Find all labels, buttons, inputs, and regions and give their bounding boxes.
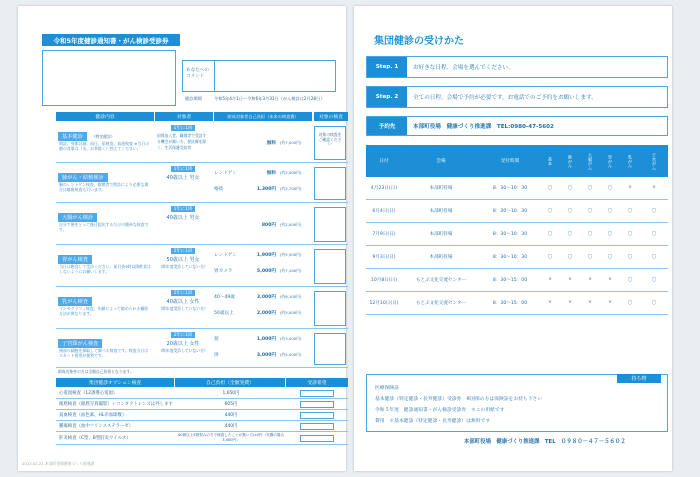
exam-name: 基本健診 [58, 132, 87, 141]
schedule-cell: × [588, 277, 592, 282]
exam-name: 胃がん検査 [58, 255, 92, 264]
schedule-row [366, 269, 668, 292]
schedule-cell: 8：30～15：00 [492, 301, 528, 306]
fee-original: (約5,500円) [280, 252, 302, 257]
fee-label [214, 222, 244, 228]
option-check[interactable] [300, 390, 334, 397]
exam-desc: マンモグラフィ検査。年齢によって勧められる撮影方法が異なります。 [59, 306, 149, 316]
schedule-cell: 〇 [651, 255, 657, 260]
schedule-cell: 〇 [627, 232, 633, 237]
fee-original: (約5,000円) [280, 352, 302, 357]
fee-amount: 3,000円 [256, 295, 276, 300]
option-name: 貧血検査（血色素、HL赤血球数） [59, 413, 127, 418]
schedule-header-cell: 基本 [548, 156, 553, 166]
frequency: 1年に1回 [171, 166, 196, 172]
bring-item: 基本健診（特定健診・長寿健診）受診券 ※国保の方は保険証をお持ち下さい [375, 397, 543, 402]
target-text: 20歳以上 女性 [166, 341, 200, 347]
exam-name: 大腸がん検診 [58, 213, 97, 222]
target-cell [155, 288, 211, 312]
option-check[interactable] [300, 423, 334, 430]
footer-contact: 本部町役場 健康づくり推進課 TEL ０９８０－４７－５６０２ [464, 439, 626, 445]
schedule-header-cell: 受付時間 [500, 159, 520, 164]
fee-amount: 800円 [261, 222, 276, 228]
schedule-cell: 〇 [567, 186, 573, 191]
schedule-cell: 〇 [547, 232, 553, 237]
bring-list [375, 383, 542, 427]
fee-amount: 1,000円 [256, 337, 276, 342]
schedule-cell: 〇 [587, 255, 593, 260]
step-2-text: 全ての日程、会場で予約が必要です。お電話でのご予約をお願いします。 [413, 95, 597, 101]
schedule-cell: × [628, 185, 632, 190]
fee-original: (約2,700円) [280, 186, 302, 191]
schedule-row [366, 223, 668, 246]
schedule-cell: 4月23日(日) [370, 186, 398, 191]
fee-row [214, 170, 312, 176]
fee-amount: 5,000円 [256, 269, 276, 274]
exam-desc: 胸のレントゲン検査。喫煙者で問診により必要な場合は喀痰検査も行います。 [59, 182, 149, 192]
header-target: 対象者 [155, 112, 213, 121]
fee-amount: 2,000円 [256, 311, 276, 316]
schedule-row [366, 246, 668, 269]
fee-label: 50歳以上 [214, 311, 234, 316]
options-header-name: 集団健診オプション検査 [56, 378, 174, 387]
option-row [56, 388, 348, 399]
schedule-row [366, 200, 668, 223]
bring-item: 医療保険証 [375, 386, 399, 391]
schedule-cell: 〇 [587, 186, 593, 191]
exam-name: 乳がん検査 [58, 297, 92, 306]
fee-amount: 無料 [266, 141, 276, 146]
reserve-row [366, 116, 668, 136]
schedule-cell: 9月3日(日) [372, 255, 396, 260]
schedule-cell: × [548, 300, 552, 305]
schedule-header-cell: 肺がん [568, 154, 573, 168]
fee-label: 併 [214, 353, 219, 358]
schedule-header-cell: 胃がん [608, 154, 613, 168]
target-cell [155, 246, 211, 270]
target-text: 国保加入者、職場等で受診する機会が無い方、要医療を除く、生活保護受給者 [157, 133, 207, 150]
fee-label: 40～49歳 [214, 295, 235, 300]
fee-label: 胃カメラ [214, 269, 233, 274]
schedule-cell: 本部町役場 [429, 186, 453, 191]
schedule-cell: もとぶ文化交流センター [415, 301, 467, 306]
schedule-row [366, 292, 668, 315]
schedule-cell: 〇 [567, 255, 573, 260]
fee-original: (約6,100円) [280, 294, 302, 299]
option-fee: 40歳以上5歳刻みの方で検査したことが無い方は0円（実費の場合3,000円） [177, 433, 285, 442]
target-note: （昨年度受診していない方） [158, 348, 208, 353]
schedule-cell: 8：30～10：30 [492, 186, 528, 191]
target-text: 50歳以上 男女 [166, 257, 200, 263]
fee-label: 頸 [214, 337, 219, 342]
schedule-cell: 8：30～10：30 [492, 232, 528, 237]
address-box [42, 50, 176, 106]
exam-desc: 当日は絶食して受診ください。前日夜9時以降飲食はしないようにお願いします。 [59, 264, 151, 274]
fee-amount: 1,300円 [256, 187, 276, 192]
schedule-header-cell: 会場 [436, 159, 446, 164]
schedule-cell: 〇 [627, 278, 633, 283]
target-text: 40歳以上 男女 [166, 215, 200, 221]
fee-row [214, 140, 312, 146]
schedule-cell: 7月9日(日) [372, 232, 396, 237]
schedule-cell: 〇 [547, 209, 553, 214]
period-label: 健診期間 [185, 96, 202, 101]
schedule-cell: 〇 [547, 255, 553, 260]
schedule-cell: 10月8日(日) [370, 278, 398, 283]
target-cell [155, 204, 211, 223]
option-name: 眼底検査（眼底写真撮影）＋コンタクトレンズは外します [59, 402, 173, 407]
option-check[interactable] [300, 401, 334, 408]
check-box[interactable] [314, 207, 346, 242]
option-check[interactable] [300, 412, 334, 419]
fee-row [214, 268, 312, 274]
schedule-cell: × [608, 277, 612, 282]
schedule-cell: 〇 [627, 301, 633, 306]
options-header-check: 受診希望 [286, 378, 348, 387]
check-box[interactable] [314, 167, 346, 200]
header-exam: 健診内容 [56, 112, 154, 121]
exam-name: 肺がん・結核検診 [58, 173, 108, 182]
comment-box [182, 60, 336, 92]
check-box[interactable] [314, 249, 346, 284]
schedule-cell: 〇 [607, 209, 613, 214]
bring-item: 令和５年度 健診通知書・がん検診受診券 ＊この用紙です [375, 408, 505, 413]
schedule-cell: 〇 [587, 232, 593, 237]
fee-label: レントゲン [214, 171, 237, 176]
fee-original: (約3,000円) [280, 336, 302, 341]
right-title: 集団健診の受けかた [374, 36, 464, 47]
exam-desc: 頸部の細胞を採取して調べる検査です。検査当日はスカート着用が便利です。 [59, 348, 149, 358]
exam-desc: 問診、身体計測、血圧、尿検査、血液検査 ※当日の朝の食事は（水、お茶除く）控えてください。 [59, 141, 150, 151]
schedule-header-cell: 乳がん [628, 154, 633, 168]
target-note: （昨年度受診していない方） [158, 306, 208, 311]
form-title: 令和5年度健診通知書・がん検診受診券 [42, 34, 180, 46]
option-check[interactable] [300, 435, 334, 442]
fee-original: (約5,000円) [280, 310, 302, 315]
option-fee: 1,650円 [222, 391, 240, 396]
target-note: （昨年度受診していない方） [158, 264, 208, 269]
fee-original: (約7,100円) [280, 268, 302, 273]
bring-title: 持ち物 [617, 374, 661, 383]
fee-label: 喀痰 [214, 187, 224, 192]
fee-row [214, 222, 312, 228]
schedule-cell: 〇 [607, 232, 613, 237]
schedule-cell: 〇 [587, 209, 593, 214]
step-1-label: Step. 1 [367, 57, 407, 77]
schedule-cell: × [608, 300, 612, 305]
print-code: 2023.02.21 本部町役場健康づくり推進課 [22, 461, 95, 466]
check-box[interactable] [314, 126, 346, 160]
option-row [56, 432, 348, 445]
schedule-header-cell: 大腸がん [588, 152, 593, 170]
schedule-cell: 〇 [567, 232, 573, 237]
option-fee: 440円 [224, 413, 238, 418]
fee-label [214, 140, 244, 146]
schedule-cell: × [588, 300, 592, 305]
option-name: 腫瘍検査（血中フリンスステラーゼ） [59, 424, 134, 429]
exam-cell [56, 246, 154, 287]
step-1-text: お好きな日程、会場を選んでください。 [413, 65, 514, 71]
schedule-cell: 〇 [651, 301, 657, 306]
options-header-fee: 自己負担（全額実費） [175, 378, 285, 387]
fee-original: (約7,000円) [280, 140, 302, 145]
option-row [56, 399, 348, 410]
header-fee: 助成対象者自己負担（本来の検査費） [214, 112, 312, 121]
bring-item: 費用 ＊基本健診（特定健診・長寿健診）は無料です [375, 419, 491, 424]
option-name: 肝炎検査（C型、B型肝炎ウイルス） [59, 436, 131, 441]
schedule-cell: 〇 [607, 255, 613, 260]
schedule-cell: × [568, 300, 572, 305]
bring-box [366, 374, 668, 432]
schedule-cell: 〇 [651, 278, 657, 283]
step-2 [366, 86, 668, 108]
option-row [56, 421, 348, 432]
schedule-cell: 8：30～10：30 [492, 209, 528, 214]
schedule-cell: 〇 [547, 186, 553, 191]
schedule-cell: 〇 [651, 209, 657, 214]
option-fee: 440円 [224, 424, 238, 429]
fee-row [214, 186, 312, 192]
fee-amount: 無料 [266, 171, 276, 176]
exam-sub: （特定健診） [91, 134, 115, 139]
schedule-cell: × [652, 185, 656, 190]
schedule-cell: 〇 [627, 255, 633, 260]
target-text: 40歳以上 男女 [166, 175, 200, 181]
check-note: 対象の検査をご確認ください [318, 132, 342, 147]
fee-amount: 1,900円 [256, 253, 276, 258]
step-2-label: Step. 2 [367, 87, 407, 107]
step-1 [366, 56, 668, 78]
fee-label: レントゲン [214, 253, 237, 258]
fee-original: (約2,000円) [280, 170, 302, 175]
schedule-header-cell: 日付 [379, 159, 389, 164]
header-check: 対象の検査 [314, 112, 348, 121]
target-cell [155, 123, 211, 153]
comment-label: あなたへのコメント [183, 61, 215, 91]
exam-cell [56, 164, 154, 203]
option-fee: 605円 [224, 402, 238, 407]
check-box[interactable] [314, 333, 346, 365]
frequency: 2年に1回 [171, 248, 196, 254]
target-text: 40歳以上 女性 [166, 299, 200, 305]
period-row [182, 94, 336, 104]
exam-cell [56, 204, 154, 245]
fee-row [214, 352, 312, 358]
schedule-cell: 12月10日(日) [369, 301, 399, 306]
schedule-cell: 〇 [651, 232, 657, 237]
reserve-label: 予約先 [367, 117, 407, 135]
schedule-cell: もとぶ文化交流センター [415, 278, 467, 283]
frequency: 2年に1回 [171, 290, 196, 296]
schedule-cell: 〇 [607, 186, 613, 191]
schedule-cell: × [568, 277, 572, 282]
schedule-cell: 〇 [567, 209, 573, 214]
reserve-text: 本部町役場 健康づくり推進課 TEL:0980-47-5602 [413, 124, 554, 130]
exam-desc: 自分で便をとって後日提出するだけの簡単な検査です。 [59, 222, 149, 232]
exam-cell [56, 123, 154, 163]
schedule-cell: 8：30～15：00 [492, 278, 528, 283]
fee-row [214, 294, 312, 300]
option-name: 心電図検査（12誘導心電図） [59, 391, 118, 396]
schedule-row [366, 177, 668, 200]
schedule-cell: 本部町役場 [429, 232, 453, 237]
footnote: 助成対象外の方は全額自己負担となります。 [58, 369, 134, 374]
fee-original: (約2,000円) [280, 221, 302, 227]
fee-row [214, 310, 312, 316]
frequency: 1年に1回 [171, 125, 196, 131]
exam-cell [56, 288, 154, 329]
fee-amount: 3,000円 [256, 353, 276, 358]
schedule-cell: 本部町役場 [429, 209, 453, 214]
frequency: 2年に1回 [171, 332, 196, 338]
target-cell [155, 330, 211, 354]
exam-name: 子宮頸がん検査 [58, 339, 102, 348]
schedule-cell: × [548, 277, 552, 282]
schedule-cell: 〇 [627, 209, 633, 214]
frequency: 1年に1回 [171, 206, 196, 212]
schedule-header-cell: 子宮がん [652, 152, 657, 170]
target-cell [155, 164, 211, 183]
fee-row [214, 336, 312, 342]
check-box[interactable] [314, 291, 346, 326]
schedule-cell: 本部町役場 [429, 255, 453, 260]
exam-cell [56, 330, 154, 368]
schedule-cell: 8：30～10：30 [492, 255, 528, 260]
schedule-cell: 6月4日(日) [372, 209, 396, 214]
fee-row [214, 252, 312, 258]
period-value: 令和5年4月1日～令和6年3月31日（がん検診は2月28日） [214, 96, 325, 101]
option-row [56, 410, 348, 421]
